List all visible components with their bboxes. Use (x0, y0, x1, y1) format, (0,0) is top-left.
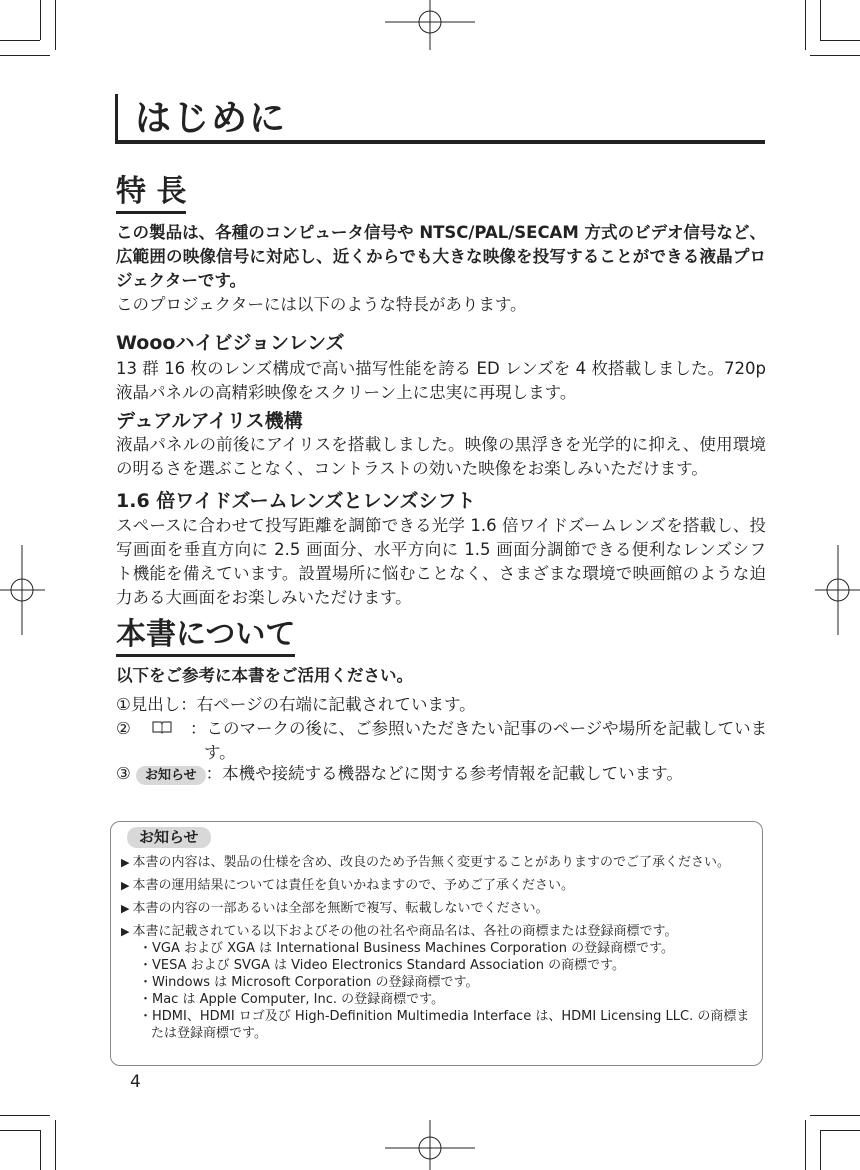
registration-mark-top (385, 0, 475, 50)
legend-mark: ② (116, 719, 131, 738)
registration-mark-left (0, 545, 45, 635)
notice-box-badge: お知らせ (127, 827, 211, 848)
legend-item (116, 693, 476, 717)
about-heading: 本書について (116, 617, 295, 657)
trademark-item: ・Windows は Microsoft Corporation の登録商標です。 (139, 975, 479, 990)
feature-title: Woooハイビジョンレンズ (116, 332, 345, 354)
feature-body: スペースに合わせて投写距離を調節できる光学 1.6 倍ワイドズームレンズを搭載し、投写画面を垂直方向に 2.5 画面分、水平方向に 1.5 画面分調節できる便利なレンズシフト機能を備えています。設置場所に悩むことなく、さまざまな環境で映画館のような迫力ある大画面をお楽しみいただけます。 (116, 516, 766, 607)
chapter-bar-vertical (115, 94, 118, 142)
legend-text: ：本機や接続する機器などに関する参考情報を記載しています。 (205, 764, 683, 783)
registration-mark-bottom (385, 1120, 475, 1170)
notice-badge: お知らせ (136, 766, 206, 785)
legend-mark: ①見出し (116, 695, 181, 714)
about-intro: 以下をご参考に本書をご活用ください。 (116, 666, 413, 685)
legend-item (116, 717, 768, 762)
feature-body: 液晶パネルの前後にアイリスを搭載しました。映像の黒浮きを光学的に抑え、使用環境の明るさを選ぶことなく、コントラストの効いた映像をお楽しみいただけます。 (116, 435, 766, 478)
registration-mark-right (815, 545, 860, 635)
book-icon (151, 718, 173, 742)
feature-title: デュアルアイリス機構 (116, 410, 303, 432)
notice-item: ▶ 本書の内容は、製品の仕様を含め、改良のため予告無く変更することがありますのでご了承ください。 (121, 855, 730, 870)
notice-item: ▶ 本書の運用結果については責任を負いかねますので、予めご了承ください。 (121, 878, 574, 893)
feature-body: 13 群 16 枚のレンズ構成で高い描写性能を誇る ED レンズを 4 枚搭載しました。720p 液晶パネルの高精彩映像をスクリーン上に忠実に再現します。 (116, 359, 766, 402)
legend-item (116, 762, 683, 786)
chapter-title: はじめに (135, 98, 288, 139)
legend-text: ：このマークの後に、ご参照いただきたい記事のページや場所を記載しています。 (190, 719, 768, 762)
page-number: 4 (130, 1072, 141, 1092)
trademark-item: ・HDMI、HDMI ロゴ及び High-Definition Multimedia Interface は、HDMI Licensing LLC. の商標または登録商標です。 (139, 1009, 750, 1041)
feature-title: 1.6 倍ワイドズームレンズとレンズシフト (116, 490, 476, 512)
legend-mark: ③ (116, 764, 131, 783)
notice-box (110, 821, 763, 1066)
trademark-list (139, 940, 761, 1042)
features-intro: この製品は、各種のコンピュータ信号や NTSC/PAL/SECAM 方式のビデオ信号など、広範囲の映像信号に対応し、近くからでも大きな映像を投写することができる液晶プロジェクターです。 (116, 223, 766, 290)
trademark-item: ・VESA および SVGA は Video Electronics Standard Association の商標です。 (139, 958, 626, 973)
notice-item: ▶ 本書に記載されている以下およびその他の社名や商品名は、各社の商標または登録商標です。 (121, 924, 678, 939)
legend-text: ：右ページの右端に記載されています。 (180, 695, 476, 714)
trademark-item: ・VGA および XGA は International Business Machines Corporation の登録商標です。 (139, 941, 675, 956)
chapter-header (115, 94, 765, 144)
features-heading: 特 長 (116, 174, 186, 214)
trademark-item: ・Mac は Apple Computer, Inc. の登録商標です。 (139, 992, 445, 1007)
notice-list (121, 854, 761, 1042)
features-lead: このプロジェクターには以下のような特長があります。 (116, 295, 527, 314)
notice-item: ▶ 本書の内容の一部あるいは全部を無断で複写、転載しないでください。 (121, 901, 549, 916)
